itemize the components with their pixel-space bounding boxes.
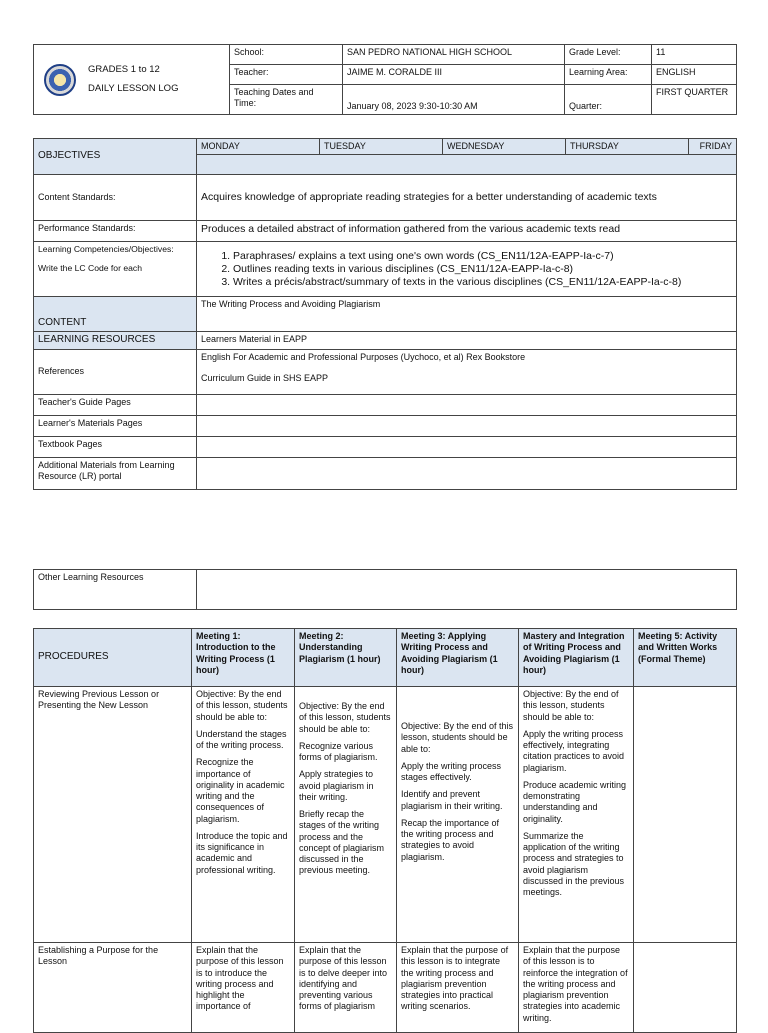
content-standards-value: Acquires knowledge of appropriate reading strategies for a better understanding of academic texts — [197, 175, 737, 221]
reference-item: Curriculum Guide in SHS EAPP — [201, 373, 329, 383]
review-text: Objective: By the end of this lesson, students should be able to: — [196, 689, 288, 722]
school-label: School: — [230, 45, 343, 65]
competencies-label: Learning Competencies/Objectives: — [38, 244, 174, 255]
content-standards-label: Content Standards: — [34, 175, 197, 221]
review-text: Produce academic writing demonstrating understanding and originality. — [523, 779, 627, 824]
review-text: Recognize the importance of originality in academic writing and the consequences of plagiarism. — [196, 757, 285, 824]
learning-resources-value: Learners Material in EAPP — [197, 332, 737, 350]
review-label: Reviewing Previous Lesson or Presenting the New Lesson — [34, 687, 192, 943]
dates-label: Teaching Dates and Time: — [230, 85, 343, 115]
competencies-label-cell — [34, 242, 197, 297]
learners-materials-label: Learner's Materials Pages — [34, 415, 197, 436]
purpose-meeting-4: Explain that the purpose of this lesson is to reinforce the integration of the writing process and plagiarism prevention strategies into academic writing. — [519, 943, 634, 1033]
learning-area-label: Learning Area: — [565, 65, 652, 85]
textbook-pages-value — [197, 436, 737, 457]
other-resources-table — [33, 569, 737, 610]
review-meeting-4 — [519, 687, 634, 943]
grades-label: GRADES 1 to 12 — [88, 64, 160, 76]
quarter-label: Quarter: — [565, 85, 652, 115]
review-text: Introduce the topic and its significance in academic and professional writing. — [196, 830, 288, 875]
dates-value: January 08, 2023 9:30-10:30 AM — [343, 85, 565, 115]
reference-item: English For Academic and Professional Purposes (Uychoco, et al) Rex Bookstore — [201, 351, 526, 362]
review-meeting-2 — [295, 687, 397, 943]
learners-materials-value — [197, 415, 737, 436]
review-text: Apply the writing process stages effectively. — [401, 760, 502, 782]
procedures-heading: PROCEDURES — [34, 629, 192, 687]
review-text: Objective: By the end of this lesson, students should be able to: — [299, 701, 391, 734]
additional-materials-value — [197, 457, 737, 489]
purpose-meeting-5 — [634, 943, 737, 1033]
learning-area-value: ENGLISH — [652, 65, 737, 85]
day-monday: MONDAY — [197, 139, 320, 155]
review-text: Recognize various forms of plagiarism. — [299, 740, 378, 762]
grade-level-label: Grade Level: — [565, 45, 652, 65]
competency-item: 3. Writes a précis/abstract/summary of texts in the various disciplines (CS_EN11/12A-EAPP-Ia-c-8) — [233, 276, 732, 289]
meeting-1-heading: Meeting 1: Introduction to the Writing Process (1 hour) — [192, 629, 295, 687]
meeting-3-heading: Meeting 3: Applying Writing Process and Avoiding Plagiarism (1 hour) — [397, 629, 519, 687]
additional-materials-label: Additional Materials from Learning Resource (LR) portal — [34, 457, 197, 489]
learning-resources-heading: LEARNING RESOURCES — [34, 332, 197, 350]
references-label: References — [34, 349, 197, 394]
purpose-meeting-3: Explain that the purpose of this lesson is to integrate the writing process and plagiarism prevention strategies into practical writing scenarios. — [397, 943, 519, 1033]
meeting-5-heading: Meeting 5: Activity and Written Works (Formal Theme) — [634, 629, 737, 687]
deped-seal-icon — [44, 64, 76, 96]
day-tuesday: TUESDAY — [320, 139, 443, 155]
grade-level-value: 11 — [652, 45, 737, 65]
purpose-label: Establishing a Purpose for the Lesson — [34, 943, 192, 1033]
review-text: Apply the writing process effectively, integrating citation practices to avoid plagiarism. — [523, 728, 625, 773]
review-text: Briefly recap the stages of the writing process and the concept of plagiarism discussed in the previous meeting. — [299, 809, 385, 876]
review-meeting-3 — [397, 687, 519, 943]
competency-item: 1. Paraphrases/ explains a text using one's own words (CS_EN11/12A-EAPP-Ia-c-7) — [233, 250, 732, 263]
purpose-meeting-2: Explain that the purpose of this lesson is to delve deeper into identifying and preventing various forms of plagiarism — [295, 943, 397, 1033]
review-meeting-1 — [192, 687, 295, 943]
review-text: Summarize the application of the writing process and strategies to avoid plagiarism discussed in the previous meetings. — [523, 830, 625, 897]
meeting-2-heading: Meeting 2: Understanding Plagiarism (1 hour) — [295, 629, 397, 687]
objectives-table — [33, 138, 737, 490]
review-meeting-5 — [634, 687, 737, 943]
other-resources-value — [197, 570, 737, 610]
quarter-value: FIRST QUARTER — [652, 85, 737, 115]
header-table — [33, 44, 737, 115]
day-thursday: THURSDAY — [566, 139, 689, 155]
header-logo-cell — [34, 45, 230, 115]
teachers-guide-value — [197, 394, 737, 415]
teacher-label: Teacher: — [230, 65, 343, 85]
review-text: Objective: By the end of this lesson, students should be able to: — [401, 721, 514, 754]
competencies-note: Write the LC Code for each — [38, 262, 142, 273]
review-text: Understand the stages of the writing process. — [196, 728, 287, 750]
competencies-cell — [197, 242, 737, 297]
performance-standards-label: Performance Standards: — [34, 221, 197, 242]
objectives-heading: OBJECTIVES — [34, 139, 197, 175]
competency-item: 2. Outlines reading texts in various disciplines (CS_EN11/12A-EAPP-Ia-c-8) — [233, 263, 732, 276]
content-heading: CONTENT — [34, 297, 197, 332]
other-resources-label: Other Learning Resources — [34, 570, 197, 610]
procedures-table — [33, 628, 737, 1033]
teacher-value: JAIME M. CORALDE III — [343, 65, 565, 85]
day-friday: FRIDAY — [689, 139, 737, 155]
purpose-meeting-1: Explain that the purpose of this lesson is to introduce the writing process and highlight the importance of — [192, 943, 295, 1033]
review-text: Identify and prevent plagiarism in their writing. — [401, 789, 503, 811]
review-text: Objective: By the end of this lesson, students should be able to: — [523, 689, 619, 722]
review-text: Recap the importance of the writing process and strategies to avoid plagiarism. — [401, 817, 500, 862]
school-value: SAN PEDRO NATIONAL HIGH SCHOOL — [343, 45, 565, 65]
meeting-4-heading: Mastery and Integration of Writing Process and Avoiding Plagiarism (1 hour) — [519, 629, 634, 687]
day-subrow — [197, 155, 737, 175]
performance-standards-value: Produces a detailed abstract of information gathered from the various academic texts read — [197, 221, 737, 242]
daily-lesson-log-label: DAILY LESSON LOG — [88, 83, 179, 94]
review-text: Apply strategies to avoid plagiarism in their writing. — [299, 769, 374, 802]
content-value: The Writing Process and Avoiding Plagiarism — [197, 297, 737, 332]
competencies-list — [201, 250, 732, 288]
textbook-pages-label: Textbook Pages — [34, 436, 197, 457]
day-wednesday: WEDNESDAY — [443, 139, 566, 155]
teachers-guide-label: Teacher's Guide Pages — [34, 394, 197, 415]
references-cell — [197, 349, 737, 394]
